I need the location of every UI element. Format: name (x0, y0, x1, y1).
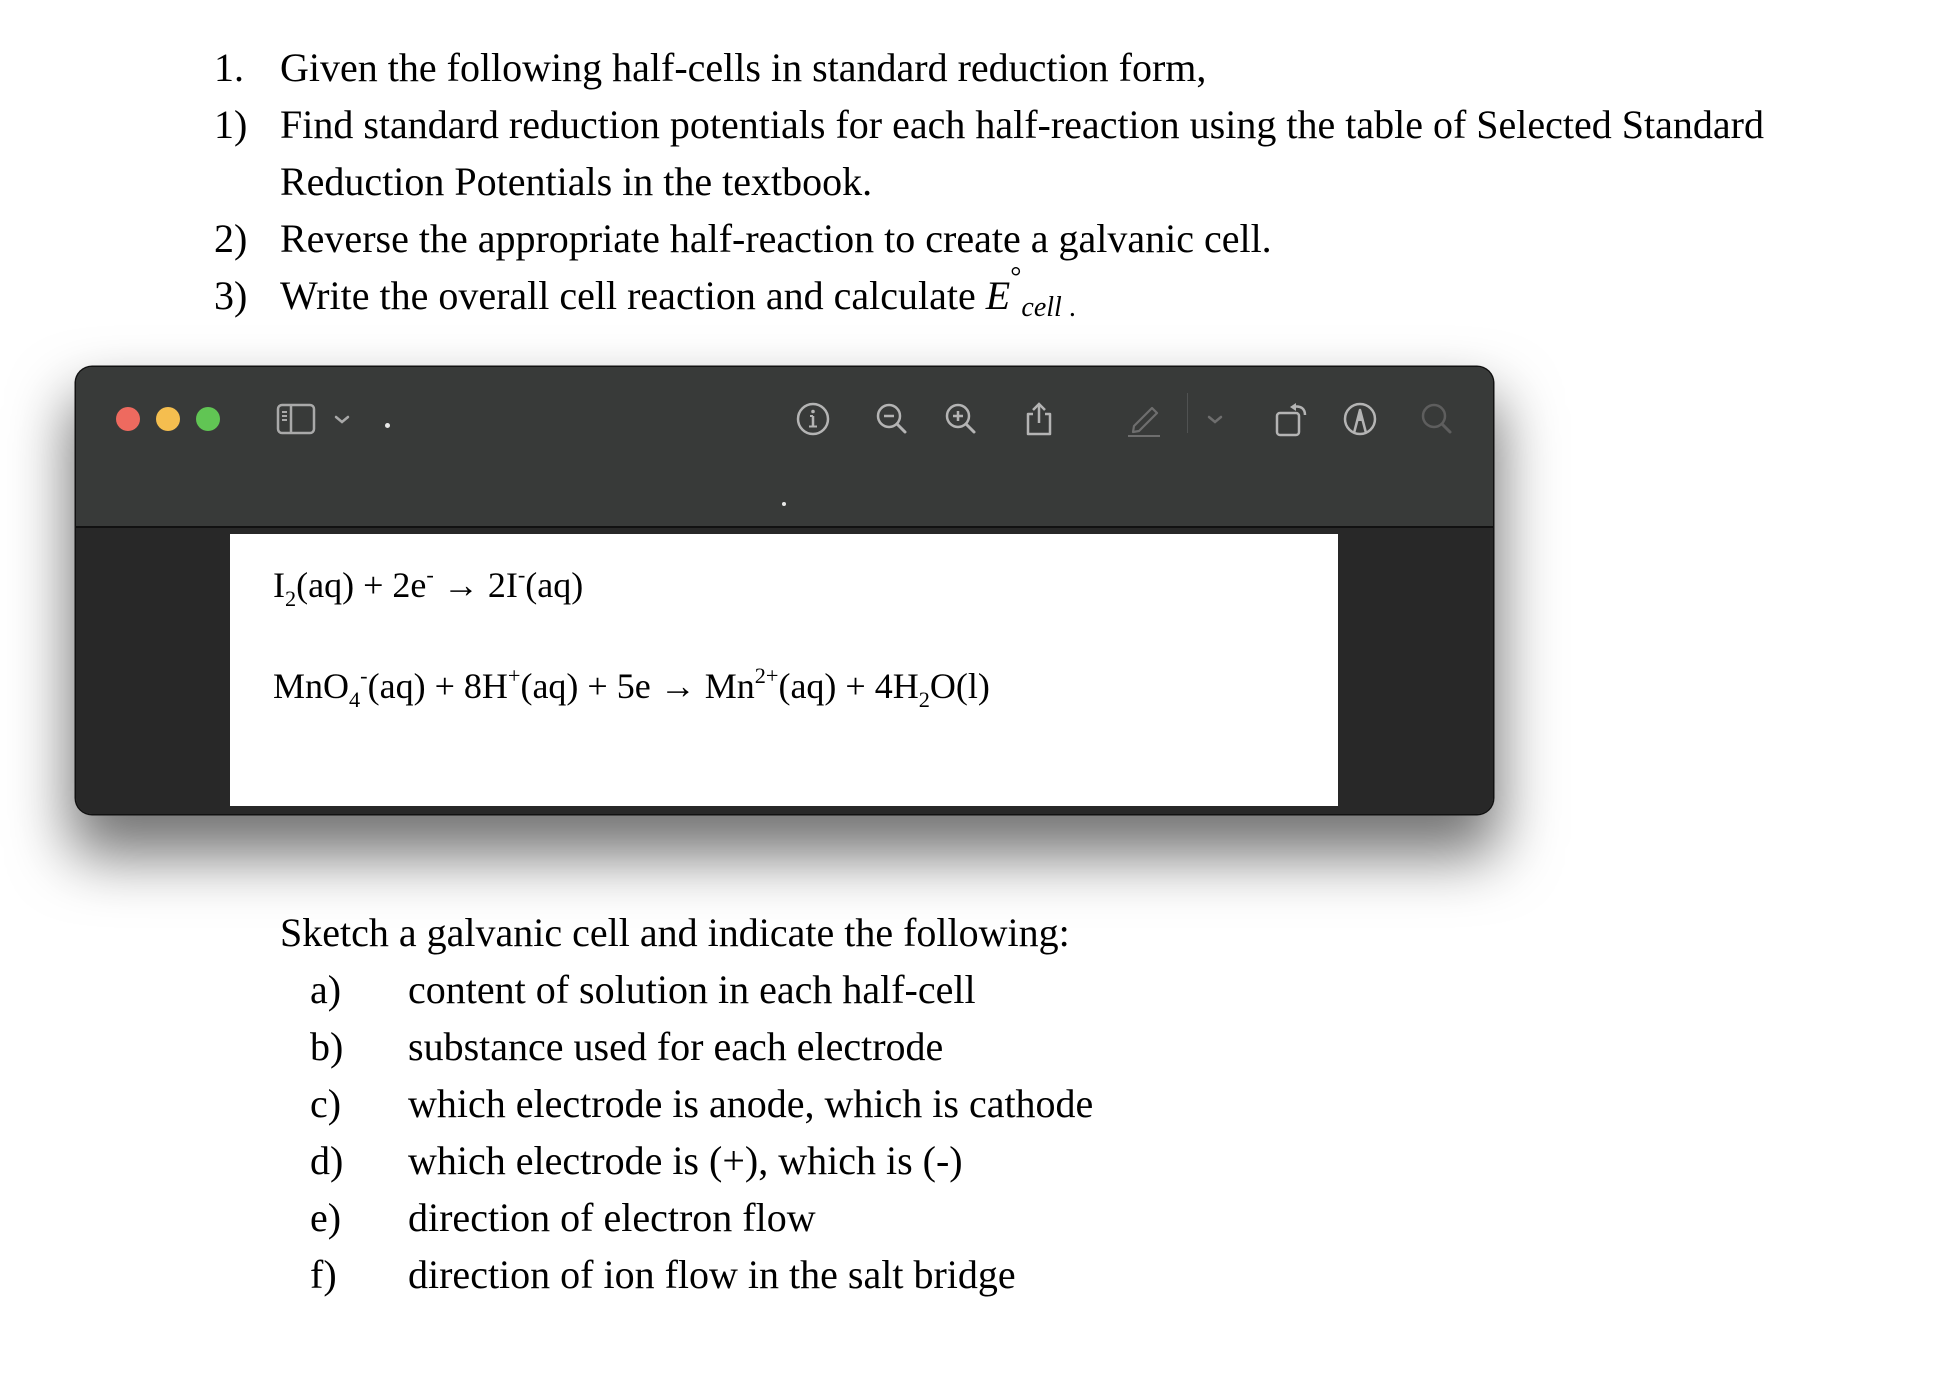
title-dot (782, 502, 786, 506)
toolbar-divider (1187, 393, 1188, 433)
step-number: 2) (214, 216, 248, 261)
search-icon[interactable] (1419, 401, 1455, 437)
info-icon[interactable] (795, 401, 831, 437)
close-button[interactable] (116, 407, 140, 431)
heading-number: 1. (214, 45, 244, 90)
markup-icon[interactable] (1342, 401, 1378, 437)
document-area (76, 528, 1493, 814)
zoom-in-icon[interactable] (943, 401, 979, 437)
step-text: Write the overall cell reaction and calculate E°cell . (280, 262, 1076, 323)
title-dot (385, 423, 390, 428)
sketch-heading: Sketch a galvanic cell and indicate the following: (280, 910, 1070, 955)
chevron-down-icon[interactable] (332, 401, 352, 437)
e-symbol: E (985, 273, 1011, 318)
rotate-icon[interactable] (1273, 401, 1309, 437)
toolbar (76, 367, 1493, 528)
step-number: 1) (214, 102, 248, 147)
heading-text: Given the following half-cells in standard reduction form, (280, 45, 1207, 90)
minimize-button[interactable] (156, 407, 180, 431)
preview-window (76, 367, 1493, 814)
chevron-down-icon[interactable] (1205, 401, 1225, 437)
step-text: Find standard reduction potentials for each half-reaction using the table of Selected Standard (280, 102, 1764, 147)
pencil-icon[interactable] (1126, 401, 1162, 437)
zoom-button[interactable] (196, 407, 220, 431)
step-number: 3) (214, 273, 248, 318)
zoom-out-icon[interactable] (874, 401, 910, 437)
document-page (230, 534, 1338, 806)
step-text: Reduction Potentials in the textbook. (280, 159, 873, 204)
half-reaction-1: $I_2(aq) + 2e^- \to 2I^-(aq)$ (273, 561, 584, 612)
share-icon[interactable] (1021, 401, 1057, 437)
cell-subscript: cell (1021, 292, 1062, 323)
step-text: Reverse the appropriate half-reaction to create a galvanic cell. (280, 216, 1272, 261)
sidebar-icon[interactable] (276, 401, 316, 437)
half-reaction-2: $MnO_4^-(aq) + 8H^+(aq) + 5e \to Mn^{2+}(aq) + 4H_2O(l)$ (273, 662, 990, 713)
